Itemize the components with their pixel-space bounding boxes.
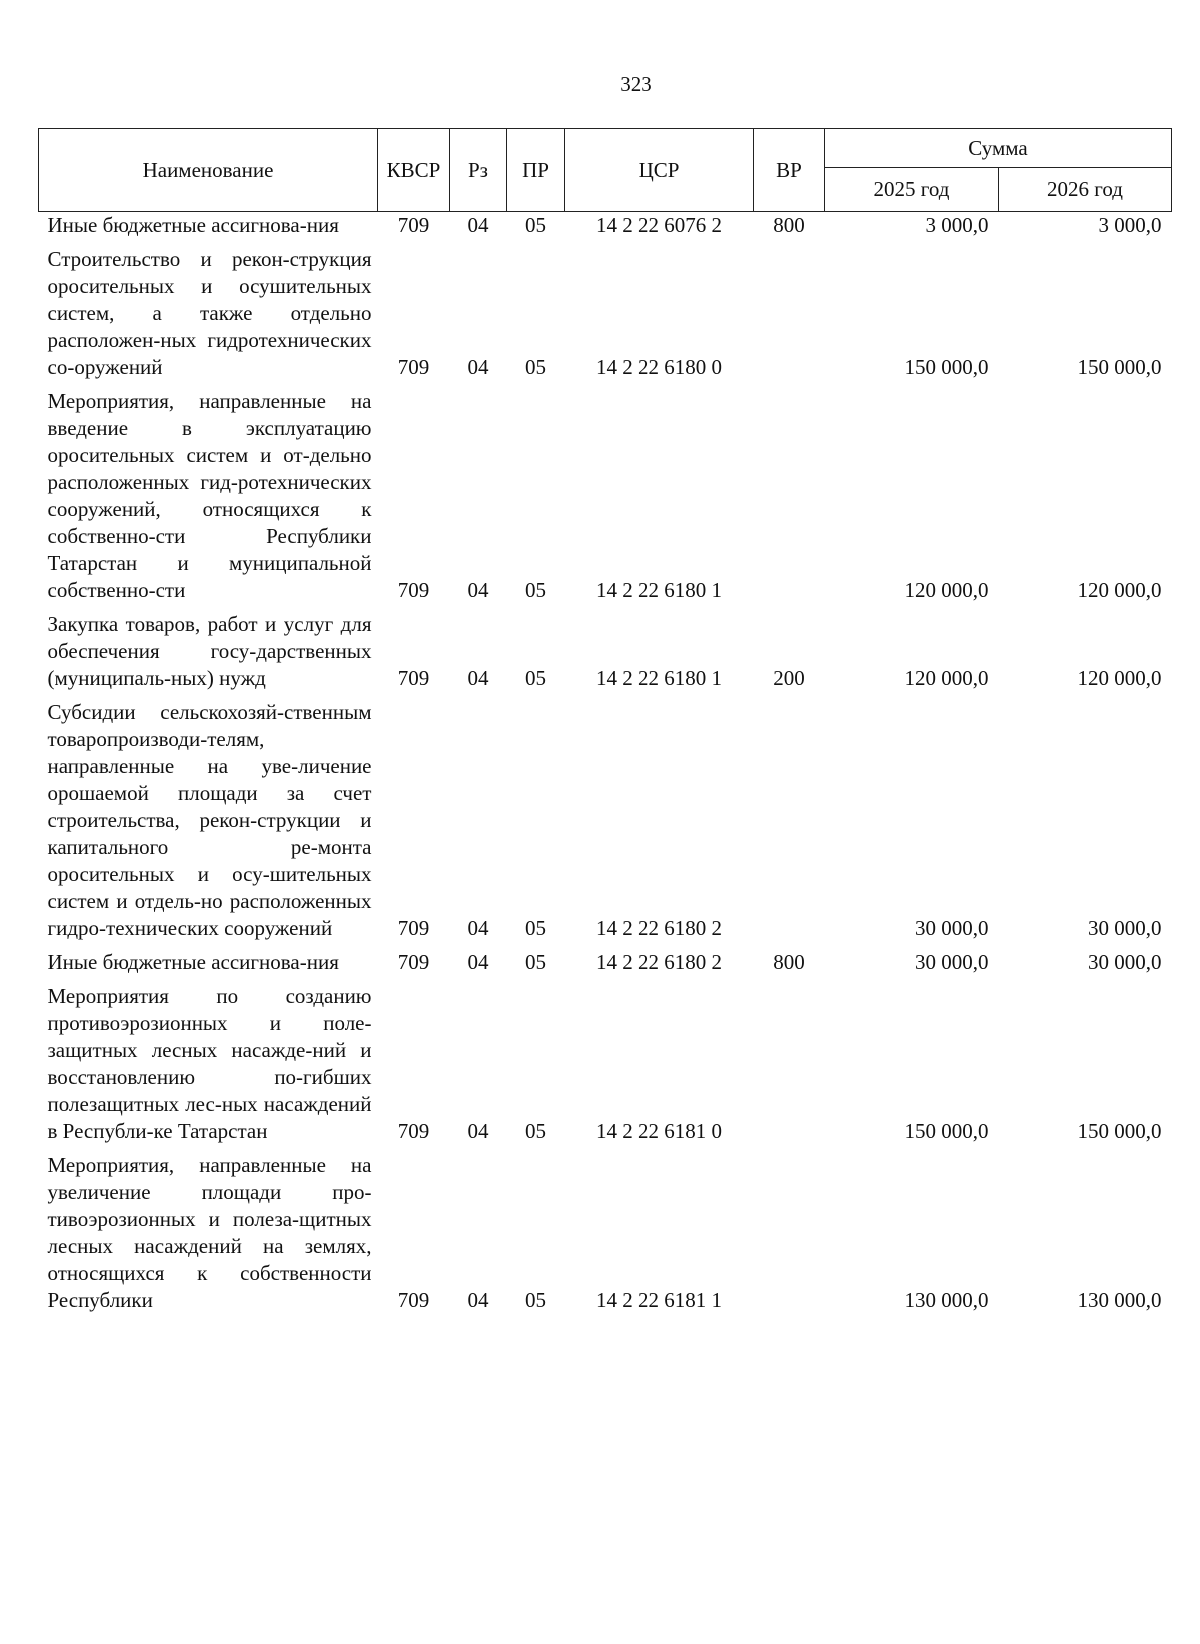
row-pr: 05: [525, 950, 546, 974]
row-sum-2025: 150 000,0: [904, 355, 989, 379]
table-row: [39, 611, 1172, 699]
row-vr: [754, 1152, 825, 1321]
row-pr: 05: [525, 355, 546, 379]
header-sum: Сумма: [825, 129, 1172, 168]
row-csr: 14 2 22 6181 1: [596, 1288, 722, 1312]
row-rz: 04: [467, 916, 489, 940]
row-kvsr: 709: [397, 666, 430, 690]
header-name: Наименование: [39, 129, 378, 212]
row-sum-2025: 3 000,0: [925, 213, 989, 237]
row-sum-2025: 120 000,0: [904, 578, 989, 602]
row-name: Иные бюджетные ассигнова-ния: [47, 950, 339, 974]
header-rz: Рз: [450, 129, 507, 212]
row-csr: 14 2 22 6181 0: [596, 1119, 722, 1143]
table-body: [39, 212, 1172, 1322]
row-csr: 14 2 22 6076 2: [596, 213, 722, 237]
row-name: Мероприятия по созданию противоэрозионных и поле-защитных лесных насажде-ний и восстановлению по-гибших полезащитных лес-ных насаждений в Республи-ке Татарстан: [47, 984, 372, 1143]
budget-table: [38, 128, 1172, 1321]
table-row: [39, 246, 1172, 388]
row-sum-2025: 130 000,0: [904, 1288, 989, 1312]
row-sum-2025: 120 000,0: [904, 666, 989, 690]
page-number: 323: [620, 72, 652, 96]
row-sum-2026: 30 000,0: [1088, 916, 1162, 940]
row-pr: 05: [525, 666, 546, 690]
row-sum-2026: 120 000,0: [1077, 578, 1162, 602]
row-rz: 04: [467, 578, 489, 602]
row-sum-2026: 130 000,0: [1077, 1288, 1162, 1312]
row-kvsr: 709: [397, 950, 430, 974]
table-row: [39, 388, 1172, 611]
row-sum-2025: 30 000,0: [915, 916, 989, 940]
row-csr: 14 2 22 6180 2: [596, 950, 722, 974]
row-vr: [754, 699, 825, 949]
row-name: Закупка товаров, работ и услуг для обеспечения госу-дарственных (муниципаль-ных) нужд: [47, 612, 372, 690]
header-vr: ВР: [754, 129, 825, 212]
row-sum-2026: 30 000,0: [1088, 950, 1162, 974]
row-csr: 14 2 22 6180 1: [596, 666, 722, 690]
row-rz: 04: [467, 213, 489, 237]
row-vr: [754, 388, 825, 611]
row-name: Субсидии сельскохозяй-ственным товаропроизводи-телям, направленные на уве-личение орошаемой площади за счет строительства, рекон-струкции и капитального ре-монта оросительных и осу-шительных систем и отдель-но расположенных гидро-технических сооружений: [47, 700, 372, 940]
row-vr: 800: [773, 213, 805, 237]
row-kvsr: 709: [397, 213, 430, 237]
row-csr: 14 2 22 6180 2: [596, 916, 722, 940]
row-csr: 14 2 22 6180 1: [596, 578, 722, 602]
table-row: [39, 212, 1172, 247]
header-year-2025: 2025 год: [825, 168, 999, 212]
table-header: [39, 129, 1172, 212]
row-vr: [754, 246, 825, 388]
row-kvsr: 709: [397, 1288, 430, 1312]
row-rz: 04: [467, 1119, 489, 1143]
row-sum-2025: 150 000,0: [904, 1119, 989, 1143]
header-csr: ЦСР: [565, 129, 754, 212]
row-sum-2025: 30 000,0: [915, 950, 989, 974]
row-rz: 04: [467, 355, 489, 379]
table-row: [39, 949, 1172, 983]
row-vr: 800: [773, 950, 805, 974]
row-pr: 05: [525, 578, 546, 602]
row-kvsr: 709: [397, 916, 430, 940]
header-pr: ПР: [507, 129, 565, 212]
row-pr: 05: [525, 1288, 546, 1312]
row-kvsr: 709: [397, 578, 430, 602]
row-rz: 04: [467, 950, 489, 974]
table-row: [39, 699, 1172, 949]
row-kvsr: 709: [397, 355, 430, 379]
row-name: Мероприятия, направленные на введение в эксплуатацию оросительных систем и от-дельно расположенных гид-ротехнических сооружений, относящихся к собственно-сти Республики Татарстан и муниципальной собственно-сти: [47, 389, 372, 602]
row-sum-2026: 150 000,0: [1077, 1119, 1162, 1143]
row-kvsr: 709: [397, 1119, 430, 1143]
row-sum-2026: 120 000,0: [1077, 666, 1162, 690]
row-pr: 05: [525, 1119, 546, 1143]
row-name: Строительство и рекон-струкция оросительных и осушительных систем, а также отдельно расположен-ных гидротехнических со-оружений: [47, 247, 372, 379]
row-sum-2026: 3 000,0: [1098, 213, 1162, 237]
row-name: Иные бюджетные ассигнова-ния: [47, 213, 339, 237]
row-vr: [754, 983, 825, 1152]
row-name: Мероприятия, направленные на увеличение площади про-тивоэрозионных и полеза-щитных лесных насаждений на землях, относящихся к собственности Республики: [47, 1153, 372, 1312]
row-vr: 200: [773, 666, 805, 690]
header-kvsr: КВСР: [378, 129, 450, 212]
row-rz: 04: [467, 1288, 489, 1312]
row-sum-2026: 150 000,0: [1077, 355, 1162, 379]
header-year-2026: 2026 год: [999, 168, 1172, 212]
table-row: [39, 1152, 1172, 1321]
row-pr: 05: [525, 213, 546, 237]
row-pr: 05: [525, 916, 546, 940]
row-rz: 04: [467, 666, 489, 690]
row-csr: 14 2 22 6180 0: [596, 355, 722, 379]
table-row: [39, 983, 1172, 1152]
